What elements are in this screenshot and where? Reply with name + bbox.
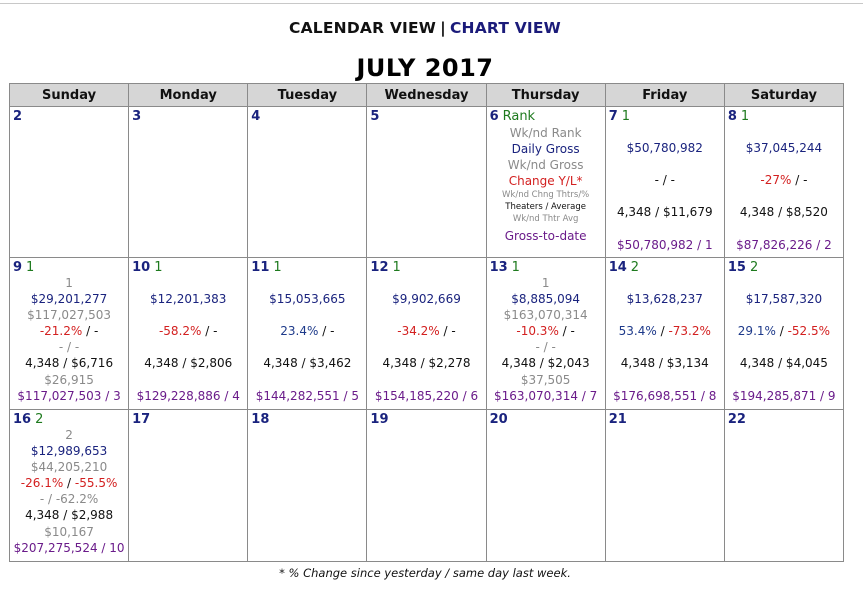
day-cell: [724, 410, 843, 562]
day-rank: 1: [511, 260, 520, 275]
day-number: [132, 412, 150, 427]
day-number-value: 8: [727, 109, 737, 124]
day-number: 6: [489, 109, 499, 124]
day-number-value: 3: [132, 109, 142, 124]
spacer: [606, 275, 724, 291]
day-stats: [725, 124, 843, 253]
change-part: -73.2%: [668, 324, 711, 339]
legend-gross-to-date: Gross-to-date: [504, 229, 587, 244]
daily-gross: $12,989,653: [30, 444, 108, 459]
wknd-avg: $37,505: [520, 372, 571, 387]
day-stats: [367, 275, 485, 404]
day-number: [132, 109, 141, 124]
day-number: [728, 412, 746, 427]
change-pct: [10, 323, 128, 339]
change-pct: [725, 172, 843, 188]
day-cell: [724, 107, 843, 258]
change-pct: [606, 323, 724, 339]
spacer: [606, 372, 724, 388]
gross-to-date: $163,070,314 / 7: [493, 388, 598, 403]
change-part: - / -: [654, 173, 675, 188]
gross-to-date: $194,285,871 / 9: [732, 388, 836, 403]
spacer: [725, 156, 843, 172]
day-number: [370, 412, 388, 427]
day-stats: [10, 275, 128, 404]
footnote: * % Change since yesterday / same day last week.: [279, 566, 571, 580]
day-number: [609, 260, 639, 275]
theaters-average: 4,348 / $3,134: [620, 356, 709, 371]
day-cell: [10, 107, 129, 258]
day-number: [13, 109, 22, 124]
theaters-average: 4,348 / $2,806: [144, 356, 233, 371]
spacer: [367, 372, 485, 388]
top-divider: [0, 3, 863, 4]
legend-rank-label: Rank: [502, 109, 536, 124]
day-cell: [10, 410, 129, 562]
day-number-value: 11: [251, 260, 270, 275]
change-part: / -: [201, 324, 218, 339]
spacer: [725, 307, 843, 323]
change-part: /: [656, 324, 669, 339]
day-cell: [129, 410, 248, 562]
weekday-header: Monday: [129, 84, 248, 107]
daily-gross: $9,902,669: [392, 292, 461, 307]
spacer: [129, 339, 247, 355]
change-part: -27%: [760, 173, 792, 188]
day-number: [728, 109, 749, 124]
day-number-value: 9: [13, 260, 23, 275]
day-number: [251, 412, 269, 427]
day-number: [490, 260, 520, 275]
day-number-value: 16: [13, 412, 32, 427]
day-number-value: 5: [370, 109, 380, 124]
wknd-rank: 2: [65, 428, 73, 442]
day-number: [370, 260, 400, 275]
day-number: [609, 412, 627, 427]
change-part: -55.5%: [74, 476, 118, 491]
weekday-header: Sunday: [10, 84, 129, 107]
change-pct: [367, 323, 485, 339]
week-row: [10, 107, 844, 258]
change-part: / -: [791, 173, 808, 188]
gross-to-date: $207,275,524 / 10: [13, 540, 125, 555]
day-cell: [10, 258, 129, 410]
day-cell: [486, 258, 605, 410]
weekday-header: Saturday: [724, 84, 843, 107]
calendar-grid: [9, 83, 844, 562]
weekday-header: Tuesday: [248, 84, 367, 107]
spacer: [606, 124, 724, 140]
day-number: [13, 260, 34, 275]
day-rank: 2: [630, 260, 640, 275]
daily-gross: $12,201,383: [150, 292, 227, 307]
day-rank: 2: [35, 412, 44, 427]
change-part: -21.2%: [39, 324, 83, 339]
day-cell: [486, 410, 605, 562]
daily-gross: $50,780,982: [626, 141, 703, 156]
change-pct: [487, 323, 605, 339]
chart-view-link[interactable]: CHART VIEW: [449, 19, 561, 37]
day-cell: [605, 107, 724, 258]
wknd-change: - / -: [58, 340, 80, 355]
day-number-value: 19: [370, 412, 389, 427]
change-part: -52.5%: [787, 324, 831, 339]
theaters-average: 4,348 / $8,520: [739, 205, 828, 220]
change-part: -34.2%: [397, 324, 440, 339]
day-rank: 1: [621, 109, 631, 124]
legend-daily-gross: Daily Gross: [511, 142, 580, 157]
day-number-value: 21: [608, 412, 627, 427]
change-part: -58.2%: [158, 324, 202, 339]
wknd-change: - / -: [535, 340, 556, 355]
weekday-header: Wednesday: [367, 84, 486, 107]
day-number-value: 13: [489, 260, 508, 275]
change-part: 29.1%: [737, 324, 776, 339]
spacer: [606, 221, 724, 237]
legend-theaters: Theaters / Average: [505, 202, 586, 213]
day-cell: [486, 107, 605, 258]
change-part: 53.4%: [618, 324, 657, 339]
spacer: [725, 372, 843, 388]
day-cell: [248, 410, 367, 562]
month-title: JULY 2017: [356, 54, 494, 82]
day-cell: [367, 258, 486, 410]
change-pct: [129, 323, 247, 339]
day-cell: [367, 107, 486, 258]
daily-gross: $37,045,244: [745, 141, 823, 156]
day-cell: [605, 258, 724, 410]
day-number-value: 7: [608, 109, 618, 124]
day-number-value: 4: [251, 109, 261, 124]
day-rank: 1: [740, 109, 750, 124]
day-stats: [606, 275, 724, 404]
wknd-avg: $10,167: [44, 524, 94, 539]
legend-cell: [487, 107, 605, 245]
day-stats: [10, 427, 128, 556]
day-rank: 2: [749, 260, 759, 275]
day-number-value: 2: [13, 109, 23, 124]
view-separator: |: [440, 19, 446, 37]
day-cell: [129, 107, 248, 258]
spacer: [606, 188, 724, 204]
day-stats: [487, 275, 605, 404]
day-number: [251, 260, 281, 275]
calendar-view-link[interactable]: CALENDAR VIEW: [289, 19, 437, 37]
gross-to-date: $117,027,503 / 3: [17, 388, 121, 403]
day-cell: [129, 258, 248, 410]
legend-wknd-gross: Wk/nd Gross: [507, 158, 584, 173]
day-number: [490, 412, 508, 427]
theaters-average: 4,348 / $11,679: [616, 205, 713, 220]
gross-to-date: $129,228,886 / 4: [136, 388, 240, 403]
weekday-header: Thursday: [486, 84, 605, 107]
wknd-change: - / -62.2%: [39, 492, 99, 507]
spacer: [606, 339, 724, 355]
spacer: [248, 275, 366, 291]
change-part: / -: [558, 324, 575, 339]
day-number: [728, 260, 758, 275]
spacer: [367, 339, 485, 355]
change-part: -10.3%: [516, 324, 559, 339]
spacer: [725, 221, 843, 237]
day-number: [132, 260, 162, 275]
theaters-average: 4,348 / $4,045: [739, 356, 828, 371]
change-part: /: [775, 324, 788, 339]
day-stats: [606, 124, 724, 253]
day-number-value: 14: [608, 260, 627, 275]
spacer: [725, 124, 843, 140]
day-rank: 1: [26, 260, 35, 275]
day-cell: [605, 410, 724, 562]
day-number-value: 18: [251, 412, 270, 427]
wknd-avg: $26,915: [44, 372, 94, 387]
change-part: / -: [318, 324, 335, 339]
day-stats: [129, 275, 247, 404]
day-cell: [367, 410, 486, 562]
change-pct: [725, 323, 843, 339]
wknd-rank: 1: [65, 276, 73, 290]
legend-change: Change Y/L*: [508, 174, 583, 189]
legend-wknd-avg: Wk/nd Thtr Avg: [512, 214, 579, 225]
day-cell: [248, 107, 367, 258]
spacer: [725, 275, 843, 291]
spacer: [367, 275, 485, 291]
change-part: / -: [439, 324, 456, 339]
wknd-gross: $117,027,503: [27, 308, 112, 323]
change-part: / -: [82, 324, 99, 339]
day-number: [13, 412, 43, 427]
day-cell: [248, 258, 367, 410]
daily-gross: $29,201,277: [30, 292, 108, 307]
weekday-header-row: [10, 84, 844, 107]
day-number: [251, 109, 260, 124]
wknd-rank: 1: [541, 276, 550, 290]
daily-gross: $8,885,094: [511, 292, 580, 307]
gross-to-date: $87,826,226 / 2: [736, 237, 832, 252]
theaters-average: 4,348 / $2,043: [501, 356, 590, 371]
day-number-value: 12: [370, 260, 389, 275]
day-number: [609, 109, 630, 124]
day-cell: [724, 258, 843, 410]
theaters-average: 4,348 / $2,988: [25, 508, 114, 523]
legend-wknd-change: Wk/nd Chng Thtrs/%: [502, 190, 590, 201]
day-number-value: 22: [727, 412, 746, 427]
spacer: [725, 188, 843, 204]
spacer: [725, 339, 843, 355]
spacer: [606, 307, 724, 323]
day-number-value: 20: [489, 412, 508, 427]
theaters-average: 4,348 / $2,278: [382, 356, 471, 371]
spacer: [248, 307, 366, 323]
gross-to-date: $154,185,220 / 6: [374, 388, 479, 403]
daily-gross: $13,628,237: [626, 292, 703, 307]
change-pct: [248, 323, 366, 339]
change-part: -26.1%: [20, 476, 64, 491]
spacer: [367, 307, 485, 323]
spacer: [248, 339, 366, 355]
day-number-value: 10: [132, 260, 151, 275]
legend-wknd-rank: Wk/nd Rank: [509, 126, 582, 141]
view-switcher: [0, 19, 850, 37]
daily-gross: $17,587,320: [745, 292, 823, 307]
day-number-value: 15: [727, 260, 746, 275]
day-rank: 1: [273, 260, 282, 275]
day-stats: [725, 275, 843, 404]
spacer: [129, 275, 247, 291]
day-number-value: 17: [132, 412, 151, 427]
day-stats: [248, 275, 366, 404]
spacer: [129, 372, 247, 388]
change-part: 23.4%: [280, 324, 319, 339]
spacer: [606, 156, 724, 172]
spacer: [129, 307, 247, 323]
week-row: [10, 410, 844, 562]
theaters-average: 4,348 / $6,716: [25, 356, 114, 371]
daily-gross: $15,053,665: [269, 292, 346, 307]
theaters-average: 4,348 / $3,462: [263, 356, 352, 371]
change-pct: [10, 475, 128, 491]
gross-to-date: $176,698,551 / 8: [613, 388, 717, 403]
weekday-header: Friday: [605, 84, 724, 107]
day-rank: 1: [154, 260, 163, 275]
change-part: /: [63, 476, 75, 491]
gross-to-date: $144,282,551 / 5: [255, 388, 359, 403]
day-number: [370, 109, 379, 124]
gross-to-date: $50,780,982 / 1: [616, 237, 713, 252]
week-row: [10, 258, 844, 410]
day-rank: 1: [392, 260, 401, 275]
wknd-gross: $44,205,210: [30, 460, 108, 475]
spacer: [248, 372, 366, 388]
wknd-gross: $163,070,314: [503, 308, 588, 323]
change-pct: [606, 172, 724, 188]
